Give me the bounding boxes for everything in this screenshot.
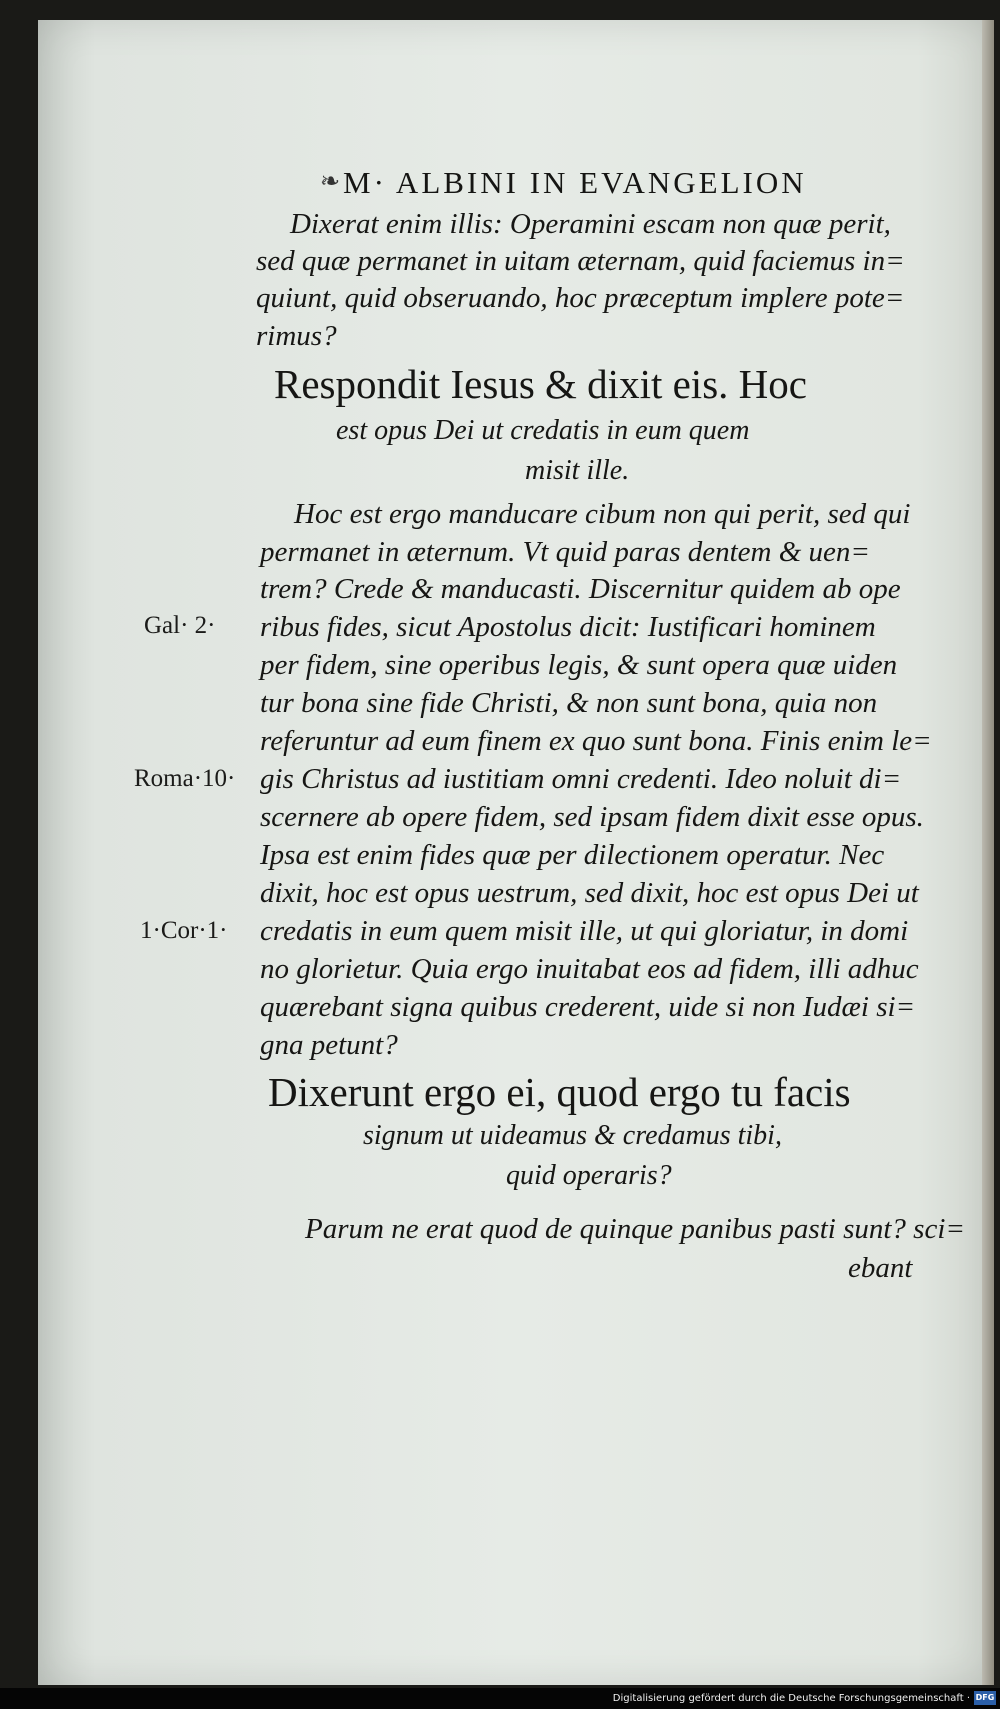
- text-line: rimus?: [256, 320, 337, 352]
- dfg-logo: DFG: [974, 1691, 996, 1705]
- lemma-line: Dixerunt ergo ei, quod ergo tu facis: [268, 1069, 851, 1115]
- commentary-line: gna petunt?: [260, 1029, 398, 1061]
- page-edge: [982, 20, 994, 1685]
- lemma-line: Respondit Iesus & dixit eis. Hoc: [274, 361, 807, 407]
- text-line: quiunt, quid obseruando, hoc præceptum implere pote=: [256, 282, 905, 314]
- margin-reference: Gal· 2·: [144, 612, 216, 639]
- commentary-line: gis Christus ad iustitiam omni credenti. Ideo noluit di=: [260, 763, 902, 795]
- text-line: Dixerat enim illis: Operamini escam non quæ perit,: [290, 208, 891, 240]
- commentary-line: scernere ab opere fidem, sed ipsam fidem dixit esse opus.: [260, 801, 924, 833]
- commentary-line: quærebant signa quibus crederent, uide si non Iudæi si=: [260, 991, 916, 1023]
- running-header-title: M· ALBINI IN EVANGELION: [343, 165, 807, 200]
- commentary-line: trem? Crede & manducasti. Discernitur quidem ab ope: [260, 573, 901, 605]
- commentary-line: permanet in æternum. Vt quid paras dentem & uen=: [260, 536, 870, 568]
- margin-reference: Roma·10·: [134, 765, 236, 792]
- commentary-line: Hoc est ergo manducare cibum non qui perit, sed qui: [294, 498, 911, 530]
- commentary-line: dixit, hoc est opus uestrum, sed dixit, hoc est opus Dei ut: [260, 877, 919, 909]
- commentary-line: ribus fides, sicut Apostolus dicit: Iustificari hominem: [260, 611, 876, 643]
- commentary-line: Ipsa est enim fides quæ per dilectionem operatur. Nec: [260, 839, 885, 871]
- commentary-line: tur bona sine fide Christi, & non sunt bona, quia non: [260, 687, 878, 719]
- text-line: sed quæ permanet in uitam æternam, quid faciemus in=: [256, 245, 905, 277]
- commentary-line: per fidem, sine operibus legis, & sunt opera quæ uiden: [260, 649, 898, 681]
- catchword: ebant: [848, 1252, 913, 1284]
- ornament-icon: ❧: [320, 167, 341, 195]
- text-line: Parum ne erat quod de quinque panibus pasti sunt? sci=: [305, 1213, 965, 1245]
- margin-reference: 1·Cor·1·: [140, 917, 228, 944]
- lemma-line: signum ut uideamus & credamus tibi,: [363, 1120, 782, 1151]
- digitization-footer: [0, 1688, 1000, 1709]
- lemma-line: misit ille.: [525, 455, 630, 486]
- book-page: [38, 20, 994, 1685]
- lemma-line: est opus Dei ut credatis in eum quem: [336, 415, 750, 446]
- commentary-line: referuntur ad eum finem ex quo sunt bona. Finis enim le=: [260, 725, 932, 757]
- commentary-line: no glorietur. Quia ergo inuitabat eos ad fidem, illi adhuc: [260, 953, 919, 985]
- footer-credit: Digitalisierung gefördert durch die Deutsche Forschungsgemeinschaft ·: [612, 1693, 970, 1704]
- running-header: [343, 165, 807, 201]
- lemma-line: quid operaris?: [506, 1160, 672, 1191]
- commentary-line: credatis in eum quem misit ille, ut qui gloriatur, in domi: [260, 915, 909, 947]
